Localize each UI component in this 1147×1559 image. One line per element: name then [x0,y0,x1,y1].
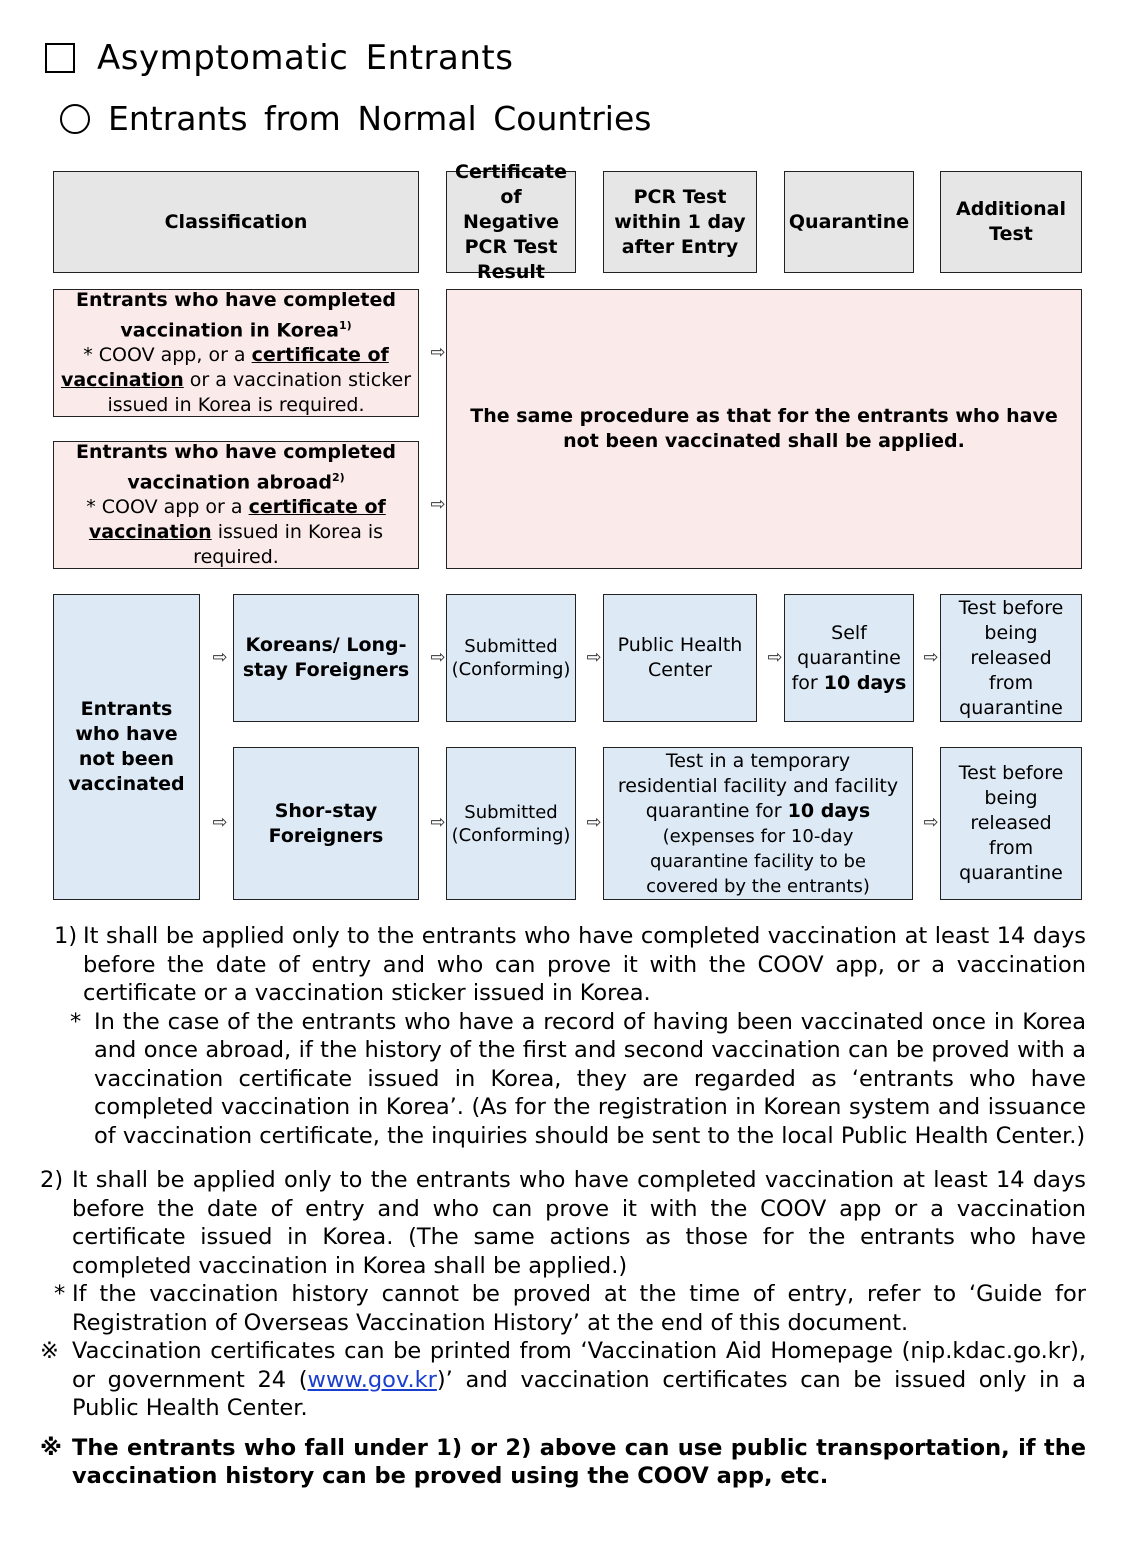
arrow-right-icon: ⇨ [767,647,783,668]
vaccinated-abroad-title: Entrants who have completed vaccination abroad [76,440,396,494]
certificate-of-vaccination-term: certificate of vaccination [60,344,389,392]
footnote-1-star-label: * [70,1008,82,1035]
checkbox-square-icon [45,43,75,73]
vaccinated-korea-cell [53,289,419,417]
pcr-public-health-center: Public Health Center [603,594,757,722]
not-vaccinated-cell: Entrants who have not been vaccinated [53,594,200,900]
footnote-1-label: 1) [54,923,78,949]
group-short-stay: Shor-stay Foreigners [233,747,419,900]
certificate-of-vaccination-term: certificate of vaccination [88,496,386,544]
footnote-2-star-label: * [54,1281,66,1307]
group-koreans-long-stay: Koreans/ Long-stay Foreigners [233,594,419,722]
arrow-right-icon: ⇨ [430,494,446,515]
certificate-submitted: Submitted (Conforming) [446,747,576,900]
circle-bullet-icon [60,104,90,134]
same-procedure-cell: The same procedure as that for the entrants who have not been vaccinated shall be applied. [446,289,1082,569]
footnote-1-star [40,1008,1086,1151]
final-mark: ※ [40,1434,62,1461]
vaccinated-korea-note-post: or a vaccination sticker issued in Korea is required. [107,369,412,417]
footnote-1-star-text: In the case of the entrants who have a record of having been vaccinated once in Korea and once abroad, if the history of the first and second vaccination can be proved with a vaccination certificate issued in Korea, they are regarded as ‘entrants who have completed vaccination in Korea’. (As for the registration in Korean system and issuance of vaccination certificate, the inquiries should be sent to the local Public Health Center.) [94,1008,1086,1149]
footnote-2-text: It shall be applied only to the entrants who have completed vaccination at least 14 days before the date of entry and who can prove it with the COOV app or a vaccination certificate issued in Korea. (The same actions as those for the entrants who have completed vaccination in Korea shall be applied.) [72,1167,1086,1279]
final-text: The entrants who fall under 1) or 2) above can use public transportation, if the vaccination history can be proved using the COOV app, etc. [72,1434,1086,1489]
reference-text-pre: Vaccination certificates can be printed from ‘Vaccination Aid Homepage (nip.kdac.go.kr), or government 24 ( [72,1338,1086,1393]
footnote-2 [40,1166,1086,1280]
final-note [40,1434,1086,1491]
arrow-right-icon: ⇨ [923,812,939,833]
footnote-ref-2: 2) [331,470,345,484]
footnote-2-label: 2) [40,1167,64,1193]
additional-test-release: Test before being released from quarantine [940,594,1082,722]
reference-text-post: )’ and vaccination certificates can be issued only in a Public Health Center. [72,1366,1087,1421]
gov-kr-link[interactable]: www.gov.kr [307,1366,437,1393]
reference-text [72,1337,1086,1423]
arrow-right-icon: ⇨ [430,342,446,363]
additional-test-release: Test before being released from quarantine [940,747,1082,900]
vaccinated-abroad-note-post: issued in Korea is required. [193,521,384,569]
footnote-1-text: It shall be applied only to the entrants who have completed vaccination at least 14 days before the date of entry and who can prove it with the COOV app, or a vaccination certificate or a vaccination sticker issued in Korea. [83,923,1086,1006]
arrow-right-icon: ⇨ [430,812,446,833]
header-quarantine: Quarantine [784,171,914,273]
footnote-2-star-text: If the vaccination history cannot be proved at the time of entry, refer to ‘Guide for Registration of Overseas Vaccination History’ at the end of this document. [72,1281,1086,1336]
facility-quarantine-days: 10 days [787,799,871,822]
vaccinated-abroad-note-pre: * COOV app or a [86,496,249,519]
vaccinated-korea-note-pre: * COOV app, or a [83,344,252,367]
footnote-2-star [40,1280,1086,1337]
reference-note [40,1337,1086,1423]
section-title-text: Entrants from Normal Countries [108,99,652,138]
page-title [45,38,513,78]
arrow-right-icon: ⇨ [212,812,228,833]
header-classification: Classification [53,171,419,273]
self-quarantine-text: Self quarantine for [791,621,901,694]
footnotes [40,922,1086,1491]
self-quarantine-days: 10 days [823,671,907,694]
certificate-submitted: Submitted (Conforming) [446,594,576,722]
arrow-right-icon: ⇨ [586,812,602,833]
self-quarantine-cell [784,594,914,722]
arrow-right-icon: ⇨ [212,647,228,668]
footnote-ref-1: 1) [338,318,352,332]
arrow-right-icon: ⇨ [430,647,446,668]
arrow-right-icon: ⇨ [586,647,602,668]
facility-quarantine-text: Test in a temporary residential facility and facility quarantine for [617,749,899,822]
section-title [60,99,651,138]
header-pcr-test: PCR Test within 1 day after Entry [603,171,757,273]
vaccinated-abroad-cell [53,441,419,569]
vaccinated-korea-title: Entrants who have completed vaccination in Korea [76,288,396,342]
facility-expense-note: (expenses for 10-day quarantine facility to be covered by the entrants) [646,825,870,897]
facility-quarantine-cell [603,747,913,900]
page-title-text: Asymptomatic Entrants [97,38,514,78]
header-certificate: Certificate of Negative PCR Test Result [446,171,576,273]
footnote-1 [40,922,1086,1008]
arrow-right-icon: ⇨ [923,647,939,668]
header-additional-test: Additional Test [940,171,1082,273]
reference-mark: ※ [40,1338,59,1364]
